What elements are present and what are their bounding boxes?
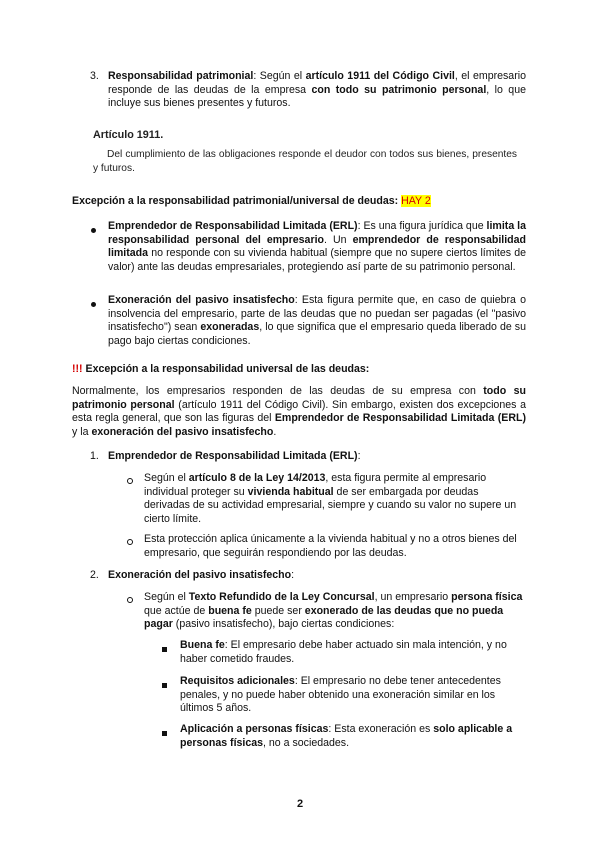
exoneration-bullet: Exoneración del pasivo insatisfecho: Esta figura permite que, en caso de quiebra o insolvencia del empresario, parte de las deudas que no puedan ser pagadas (el "pasivo insatisfecho") sean exoneradas, lo que significa que el empresario queda liberado de su pago bajo ciertas condiciones. [108,294,526,347]
patrimonial-paragraph: Responsabilidad patrimonial: Según el artículo 1911 del Código Civil, el empresario responde de las deudas de la empresa con todo su patrimonio personal, lo que incluye sus bienes presentes y futuros. [108,70,526,110]
erl-sub-1: Según el artículo 8 de la Ley 14/2013, esta figura permite al empresario individual proteger su vivienda habitual de ser embargada por deudas derivadas de su actividad empresarial, siempre y cuando su valor no supere un cierto límite. [144,472,517,525]
intro-paragraph: Normalmente, los empresarios responden de las deudas de su empresa con todo su patrimonio personal (artículo 1911 del Código Civil). Sin embargo, existen dos excepciones a esta regla general, que son las figuras del Emprendedor de Responsabilidad Limitada (ERL) y la exoneración del pasivo insatisfecho. [72,385,526,438]
bullet-circle [127,594,133,608]
universal-exception-heading: !!! Excepción a la responsabilidad universal de las deudas: [72,363,370,375]
list-number: 1. [90,450,99,462]
list-number: 2. [90,569,99,581]
bullet-circle [127,536,133,550]
condition-requirements: Requisitos adicionales: El empresario no debe tener antecedentes penales, y no puede haber obtenido una exoneración similar en los últimos 5 años. [180,675,501,715]
warning-marks: !!! [72,363,83,375]
bullet-circle [127,475,133,489]
erl-sub-2: Esta protección aplica únicamente a la vivienda habitual y no a otros bienes del empresario, que seguirán respondiendo por las deudas. [144,533,517,559]
bullet-square [162,643,167,657]
erl-title: Emprendedor de Responsabilidad Limitada (ERL): [108,450,361,462]
quote-title: Artículo 1911. [93,129,164,141]
page-number: 2 [296,798,304,810]
exoneration-title: Exoneración del pasivo insatisfecho: [108,569,295,581]
exception-heading: Excepción a la responsabilidad patrimonial/universal de deudas: HAY 2 [72,195,431,207]
erl-bullet: Emprendedor de Responsabilidad Limitada (ERL): Es una figura jurídica que limita la responsabilidad personal del empresario. Un emprendedor de responsabilidad limitada no responde con su vivienda habitual (siempre que no supere ciertos límites de valor) ante las deudas empresariales, protegiendo así parte de su patrimonio personal. [108,220,526,273]
exoneration-sub-1: Según el Texto Refundido de la Ley Concursal, un empresario persona física que actúe de buena fe puede ser exonerado de las deudas que no pueda pagar (pasivo insatisfecho), bajo ciertas condiciones: [144,591,523,631]
condition-physical-persons: Aplicación a personas físicas: Esta exoneración es solo aplicable a personas físicas, no a sociedades. [180,723,513,749]
bullet-square [162,679,167,693]
bullet-square [162,727,167,741]
condition-good-faith: Buena fe: El empresario debe haber actuado sin mala intención, y no haber cometido fraudes. [180,639,507,665]
bullet-disc [91,298,96,312]
quote-text: Del cumplimiento de las obligaciones responde el deudor con todos sus bienes, presentes y futuros. [93,149,517,174]
list-number: 3. [90,70,99,82]
bullet-disc [91,224,96,238]
highlight-badge: HAY 2 [401,195,431,207]
